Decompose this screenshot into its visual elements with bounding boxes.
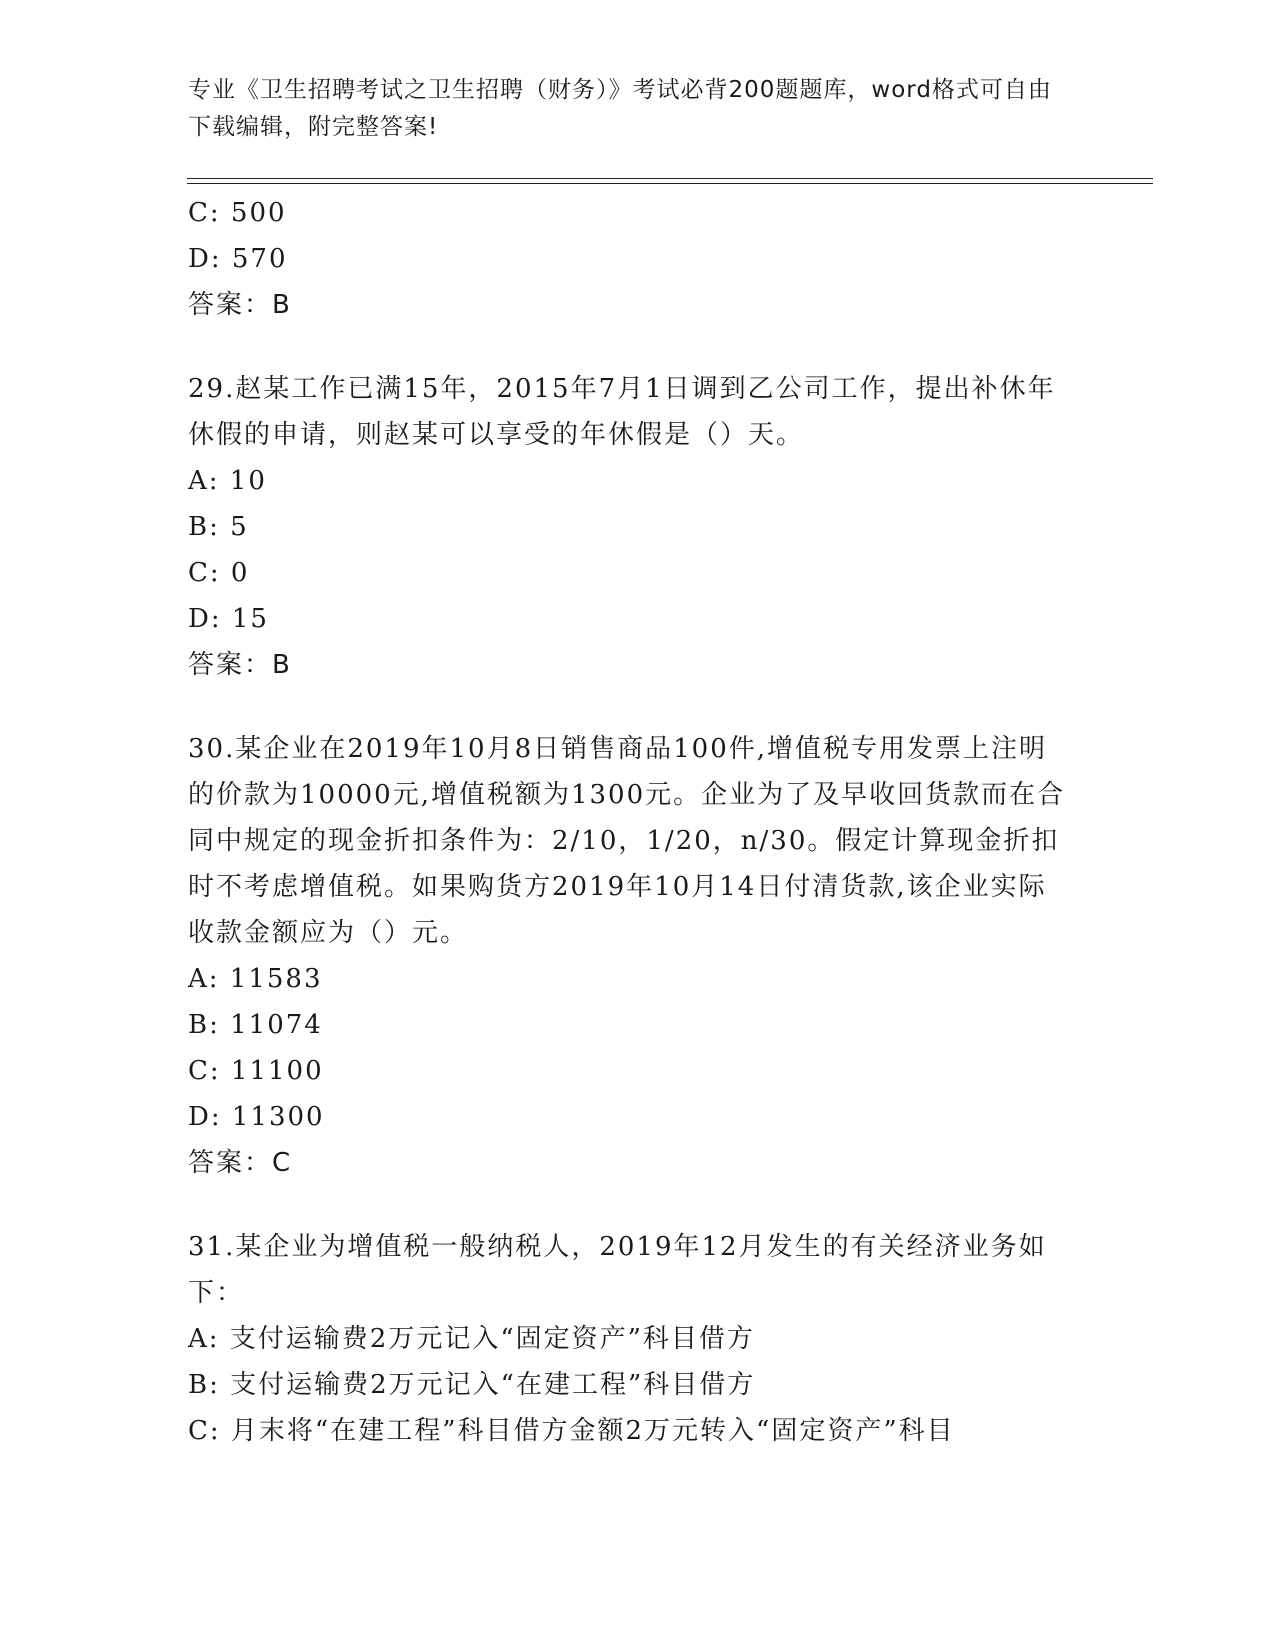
- option-c: C: 月末将“在建工程”科目借方金额2万元转入“固定资产”科目: [188, 1416, 955, 1446]
- option-a: A: 支付运输费2万元记入“固定资产”科目借方: [188, 1324, 755, 1354]
- header-rule-bottom: [187, 183, 1153, 184]
- header-title: 专业《卫生招聘考试之卫生招聘（财务）》考试必背200题题库，word格式可自由下载编辑，附完整答案!: [188, 77, 1052, 140]
- document-body: [188, 190, 1068, 1454]
- option-c: C: 11100: [188, 1056, 324, 1086]
- document-header: [188, 72, 1068, 146]
- answer-line: 答案：B: [188, 650, 292, 680]
- option-b: B: 5: [188, 512, 249, 542]
- question-text: 31.某企业为增值税一般纳税人，2019年12月发生的有关经济业务如下：: [188, 1232, 1047, 1308]
- option-d: D: 570: [188, 244, 288, 274]
- question-text: 29.赵某工作已满15年，2015年7月1日调到乙公司工作，提出补休年休假的申请，则赵某可以享受的年休假是（）天。: [188, 374, 1056, 450]
- option-c: C: 500: [188, 198, 287, 228]
- option-a: A: 11583: [188, 964, 323, 994]
- question-30: [188, 726, 1068, 1186]
- header-rule-top: [187, 178, 1153, 179]
- carryover-block: [188, 190, 1068, 328]
- option-b: B: 11074: [188, 1010, 323, 1040]
- option-c: C: 0: [188, 558, 250, 588]
- option-d: D: 15: [188, 604, 269, 634]
- question-text: 30.某企业在2019年10月8日销售商品100件,增值税专用发票上注明的价款为10000元,增值税额为1300元。企业为了及早收回货款而在合同中规定的现金折扣条件为：2/10，1/20，n/30。假定计算现金折扣时不考虑增值税。如果购货方2019年10月14日付清货款,该企业实际收款金额应为（）元。: [188, 734, 1066, 948]
- answer-line: 答案：B: [188, 290, 292, 320]
- question-29: [188, 366, 1068, 688]
- option-d: D: 11300: [188, 1102, 325, 1132]
- option-a: A: 10: [188, 466, 267, 496]
- answer-line: 答案：C: [188, 1148, 293, 1178]
- question-31: [188, 1224, 1068, 1454]
- option-b: B: 支付运输费2万元记入“在建工程”科目借方: [188, 1370, 756, 1400]
